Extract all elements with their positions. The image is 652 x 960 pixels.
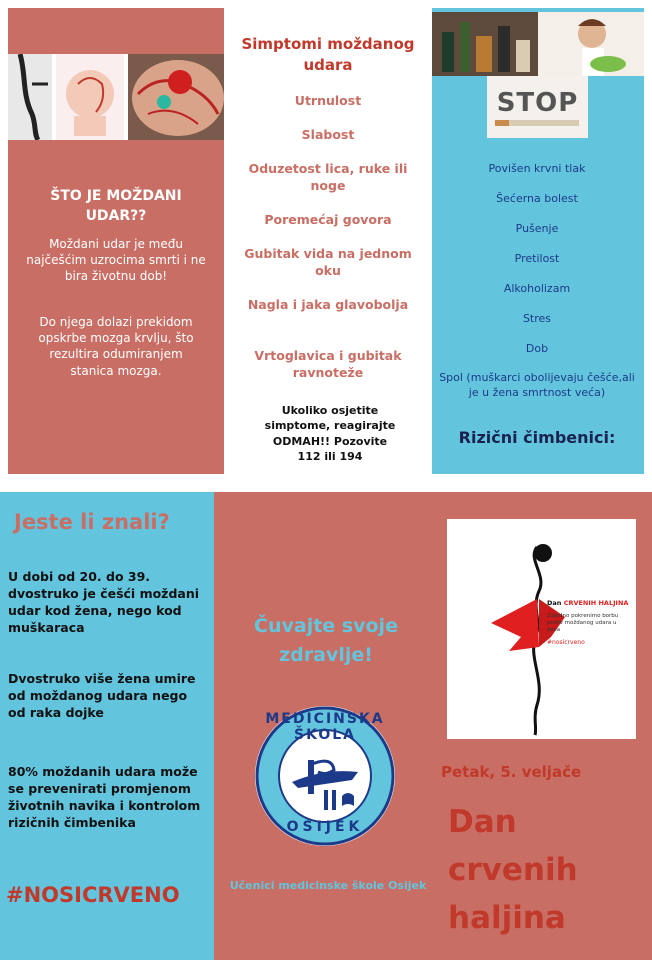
risk-item: Spol (muškarci obolijevaju češće,ali je u žena smrtnost veća) bbox=[439, 371, 635, 399]
stop-sign-image bbox=[487, 76, 588, 138]
symptom-item: Nagla i jaka glavobolja bbox=[247, 297, 409, 312]
red-dress-poster bbox=[447, 519, 636, 739]
emergency-warning: Ukoliko osjetite simptome, reagirajte ODMAH!! Pozovite 112 ili 194 bbox=[264, 404, 396, 464]
symptoms-title: Simptomi moždanog udara bbox=[241, 35, 415, 74]
symptom-item: Vrtoglavica i gubitak ravnoteže bbox=[254, 348, 402, 380]
did-you-know-title: Jeste li znali? bbox=[14, 510, 170, 534]
hashtag-nosicrveno: #NOSICRVENO bbox=[6, 883, 180, 907]
stroke-question-title: ŠTO JE MOŽDANI UDAR?? bbox=[50, 188, 182, 225]
lifestyle-photos bbox=[432, 12, 644, 76]
risk-item: Šećerna bolest bbox=[496, 192, 578, 205]
symptom-item: Slabost bbox=[301, 127, 355, 142]
fact-prevention: 80% moždanih udara može se prevenirati promjenom životnih navika i kontrolom rizičnih čimbenika bbox=[8, 764, 201, 830]
students-credit: Učenici medicinske škole Osijek bbox=[229, 879, 427, 892]
symptom-item: Utrnulost bbox=[294, 93, 362, 108]
risk-item: Pušenje bbox=[515, 222, 559, 235]
stroke-definition: Moždani udar je među najčešćim uzrocima smrti i ne bira životnu dob! bbox=[26, 237, 206, 284]
poster-hashtag: #nosicrveno bbox=[547, 639, 585, 646]
risk-factors-title: Rizični čimbenici: bbox=[458, 428, 616, 447]
risk-item: Pretilost bbox=[514, 252, 560, 265]
risk-item: Povišen krvni tlak bbox=[488, 162, 586, 175]
fact-women-age: U dobi od 20. do 39. dvostruko je češći moždani udar kod žena, nego kod muškaraca bbox=[8, 569, 200, 635]
symptom-item: Poremećaj govora bbox=[264, 212, 392, 227]
event-date: Petak, 5. veljače bbox=[441, 763, 582, 781]
stroke-cause: Do njega dolazi prekidom opskrbe mozga krvlju, što rezultira odumiranjem stanica mozga. bbox=[38, 315, 194, 378]
poster-title-prefix: Dan bbox=[547, 599, 562, 607]
risk-item: Dob bbox=[525, 342, 549, 355]
stop-sign-text: STOP bbox=[496, 88, 579, 118]
poster-title bbox=[547, 599, 633, 607]
poster-subtitle: Zajedno pokrenimo borbu protiv moždanog udara u žena bbox=[547, 613, 619, 634]
medical-images bbox=[8, 54, 224, 140]
school-logo bbox=[252, 702, 398, 850]
symptom-item: Gubitak vida na jednom oku bbox=[244, 246, 412, 278]
logo-text-top: MEDICINSKA ŠKOLA bbox=[265, 711, 385, 743]
fact-mortality: Dvostruko više žena umire od moždanog udara nego od raka dojke bbox=[8, 671, 196, 720]
event-name: Dan crvenih haljina bbox=[448, 804, 578, 937]
poster-title-red: CRVENIH HALJINA bbox=[563, 599, 629, 607]
risk-item: Alkoholizam bbox=[503, 282, 571, 295]
health-slogan: Čuvajte svoje zdravlje! bbox=[254, 615, 398, 667]
logo-text-bottom: OSIJEK bbox=[286, 819, 364, 835]
risk-item: Stres bbox=[522, 312, 552, 325]
symptom-item: Oduzetost lica, ruke ili noge bbox=[248, 161, 408, 193]
